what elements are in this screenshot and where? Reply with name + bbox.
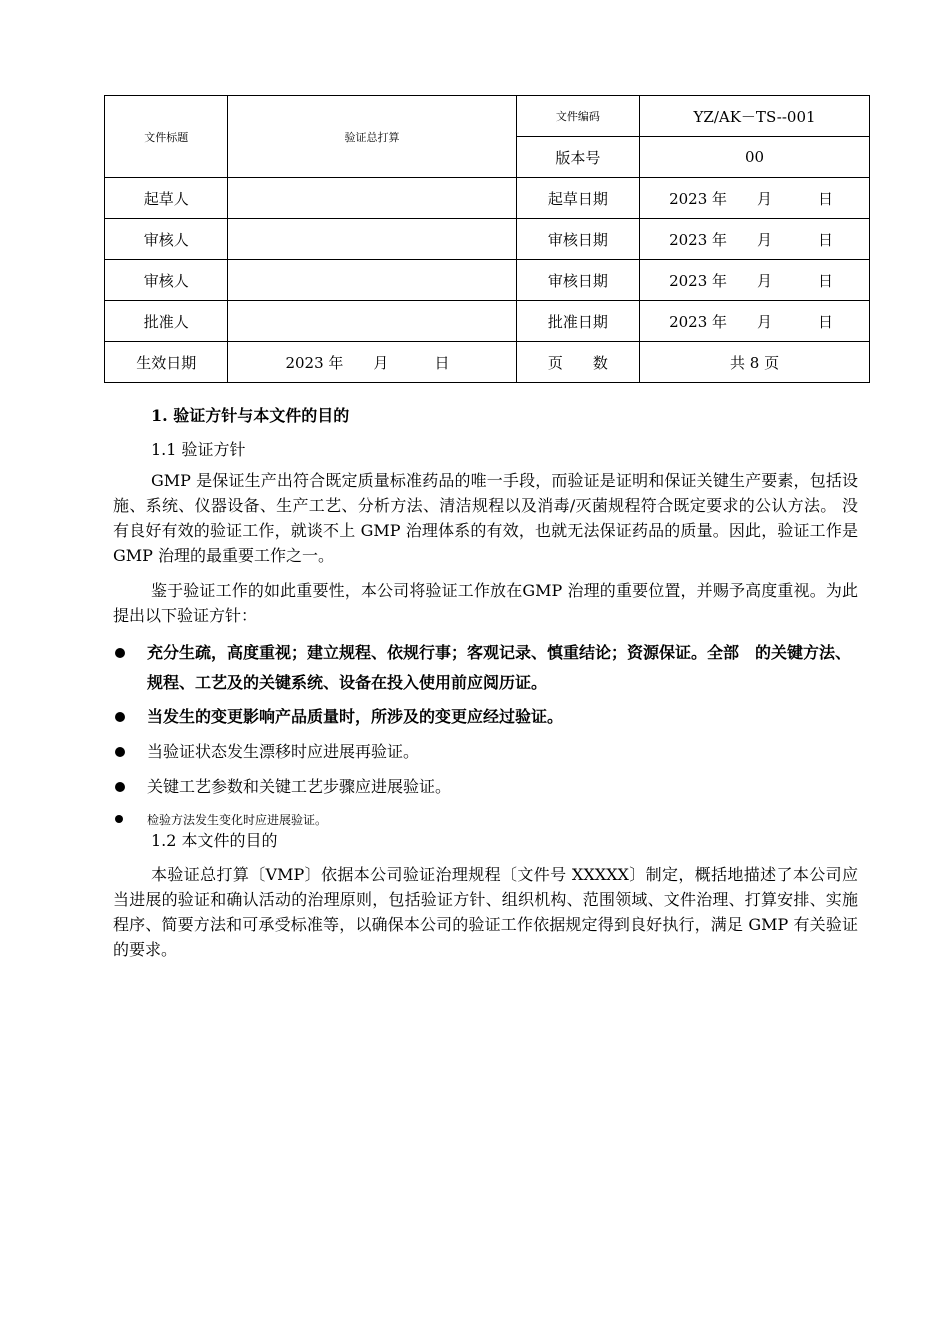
version-label: 版本号 (516, 137, 639, 178)
effective-day: 日 (434, 353, 450, 372)
date-value (640, 301, 870, 342)
date-value (640, 219, 870, 260)
policy-list (113, 638, 858, 830)
signature-cell (228, 301, 516, 342)
date-value (640, 260, 870, 301)
code-label: 文件编码 (516, 96, 639, 137)
page-count-value: 共 8 页 (640, 342, 870, 383)
table-row (105, 219, 870, 260)
role-label: 批准人 (105, 301, 228, 342)
date-label: 审核日期 (516, 260, 639, 301)
date-year: 2023 年 (669, 189, 728, 208)
date-month: 月 (757, 271, 773, 290)
table-row (105, 342, 870, 383)
date-year: 2023 年 (669, 312, 728, 331)
list-item-text: 当发生的变更影响产品质量时，所涉及的变更应经过验证。 (147, 707, 564, 726)
table-row (105, 301, 870, 342)
list-item (113, 740, 858, 764)
section-title: 1. 验证方针与本文件的目的 (151, 406, 350, 425)
list-item-text: 关键工艺参数和关键工艺步骤应进展验证。 (147, 777, 452, 796)
paragraph: GMP 是保证生产出符合既定质量标准药品的唯一手段，而验证是证明和保证关键生产要素，包括设施、系统、仪器设备、生产工艺、分析方法、清洁规程以及消毒/灭菌规程符合既定要求的公认方法。 没有良好有效的验证工作，就谈不上 GMP 治理体系的有效，也就无法保证药品的质量。因此，验证工作是 GMP 治理的最重要工作之一。 (113, 471, 858, 565)
date-label: 审核日期 (516, 219, 639, 260)
paragraph: 本验证总打算〔VMP〕依据本公司验证治理规程〔文件号 XXXXX〕制定，概括地描述了本公司应当进展的验证和确认活动的治理原则，包括验证方针、组织机构、范围领域、文件治理、打算安排、实施程序、简要方法和可承受标准等，以确保本公司的验证工作依据规定得到良好执行，满足 GMP 有关验证的要求。 (113, 865, 858, 959)
list-item (113, 702, 858, 732)
list-item-text: 充分生疏，高度重视；建立规程、依规行事；客观记录、慎重结论；资源保证。全部 的关键方法、规程、工艺及的关键系统、设备在投入使用前应阅历证。 (147, 643, 852, 692)
table-row (105, 260, 870, 301)
table-row (105, 178, 870, 219)
date-label: 批准日期 (516, 301, 639, 342)
date-value (640, 178, 870, 219)
role-label: 起草人 (105, 178, 228, 219)
subsection-title-policy: 1.1 验证方针 (151, 440, 246, 459)
bullet-icon (115, 815, 123, 823)
date-day: 日 (818, 312, 834, 331)
page-count-label: 页 数 (516, 342, 639, 383)
code-value: YZ/AK－TS--001 (640, 96, 870, 137)
version-value: 00 (640, 137, 870, 178)
signature-cell (228, 219, 516, 260)
document-header-table (104, 95, 870, 383)
effective-month: 月 (373, 353, 389, 372)
list-item-text: 检验方法发生变化时应进展验证。 (147, 813, 328, 827)
list-item (113, 638, 858, 698)
date-year: 2023 年 (669, 271, 728, 290)
subsection-title-purpose: 1.2 本文件的目的 (151, 831, 278, 850)
date-month: 月 (757, 189, 773, 208)
date-year: 2023 年 (669, 230, 728, 249)
effective-date-label: 生效日期 (105, 342, 228, 383)
bullet-icon (115, 712, 125, 722)
date-day: 日 (818, 189, 834, 208)
date-month: 月 (757, 312, 773, 331)
date-day: 日 (818, 271, 834, 290)
effective-date-value (228, 342, 516, 383)
bullet-icon (115, 782, 125, 792)
list-item-text: 当验证状态发生漂移时应进展再验证。 (147, 742, 420, 761)
paragraph: 鉴于验证工作的如此重要性，本公司将验证工作放在GMP 治理的重要位置，并赐予高度重视。为此提出以下验证方针： (113, 581, 858, 625)
list-item (113, 810, 858, 830)
title-value: 验证总打算 (228, 96, 516, 178)
bullet-icon (115, 747, 125, 757)
signature-cell (228, 260, 516, 301)
role-label: 审核人 (105, 219, 228, 260)
effective-year: 2023 年 (285, 353, 344, 372)
signature-cell (228, 178, 516, 219)
bullet-icon (115, 648, 125, 658)
document-body (113, 400, 858, 972)
role-label: 审核人 (105, 260, 228, 301)
title-label: 文件标题 (105, 96, 228, 178)
date-label: 起草日期 (516, 178, 639, 219)
list-item (113, 775, 858, 799)
date-day: 日 (818, 230, 834, 249)
date-month: 月 (757, 230, 773, 249)
